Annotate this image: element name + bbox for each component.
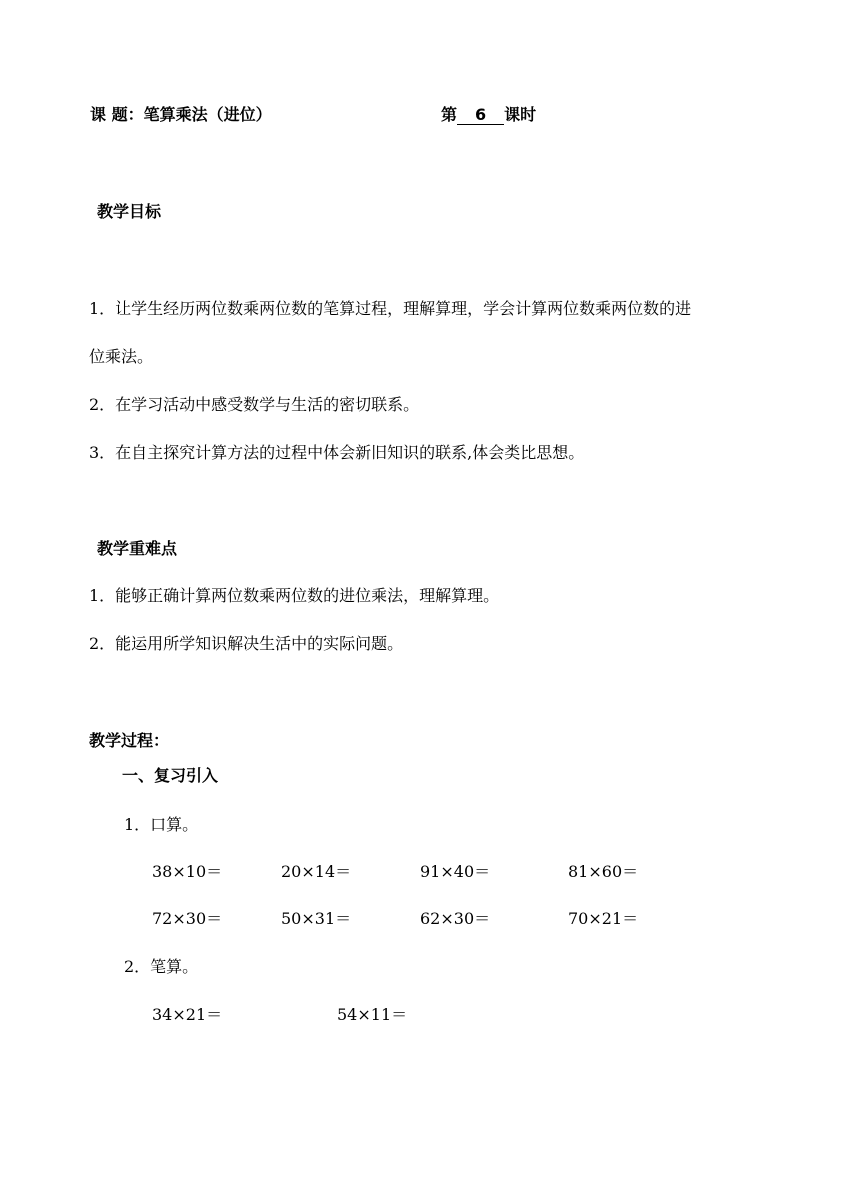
lesson-topic: 课 题：笔算乘法（进位） <box>90 105 272 124</box>
lesson-period <box>441 102 536 125</box>
goal-item-1-cont: 位乘法。 <box>89 347 154 366</box>
oral-exercise: 62×30＝ <box>420 909 491 928</box>
goal-item-1: 1．让学生经历两位数乘两位数的笔算过程，理解算理，学会计算两位数乘两位数的进 <box>89 299 692 318</box>
goal-item-2: 2．在学习活动中感受数学与生活的密切联系。 <box>89 395 420 414</box>
oral-calc-label: 1．口算。 <box>124 815 199 834</box>
goals-heading: 教学目标 <box>97 202 162 221</box>
oral-exercise: 38×10＝ <box>152 862 223 881</box>
process-heading: 教学过程： <box>89 731 170 750</box>
lesson-number: 6 <box>457 106 504 125</box>
key-points-heading: 教学重难点 <box>97 539 178 558</box>
oral-exercise: 72×30＝ <box>152 909 223 928</box>
key-point-2: 2．能运用所学知识解决生活中的实际问题。 <box>89 634 404 653</box>
section-review-intro: 一、复习引入 <box>122 766 219 785</box>
lesson-suffix: 课时 <box>504 105 537 124</box>
oral-exercise: 91×40＝ <box>420 862 491 881</box>
oral-exercise: 81×60＝ <box>568 862 639 881</box>
oral-exercise: 70×21＝ <box>568 909 639 928</box>
goal-item-3: 3．在自主探究计算方法的过程中体会新旧知识的联系,体会类比思想。 <box>89 443 585 462</box>
written-exercise: 34×21＝ <box>152 1005 223 1024</box>
written-calc-label: 2．笔算。 <box>124 957 199 976</box>
written-exercise: 54×11＝ <box>337 1005 408 1024</box>
oral-exercise: 50×31＝ <box>281 909 352 928</box>
lesson-prefix: 第 <box>441 105 458 124</box>
oral-exercise: 20×14＝ <box>281 862 352 881</box>
key-point-1: 1．能够正确计算两位数乘两位数的进位乘法，理解算理。 <box>89 586 500 605</box>
